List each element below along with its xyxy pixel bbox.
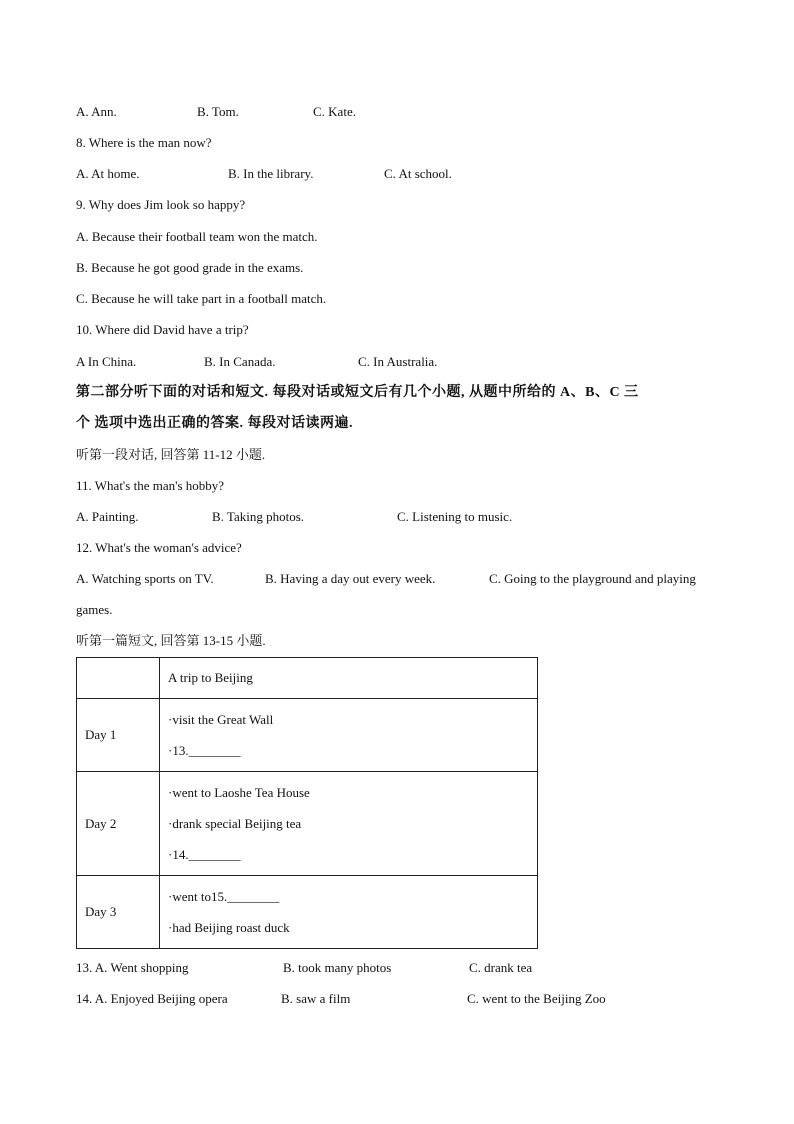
table-corner-cell (77, 658, 160, 699)
day-item: ·visit the Great Wall (168, 711, 274, 727)
q14-option-a: 14. A. Enjoyed Beijing opera (76, 991, 228, 1006)
section2-heading-line2: 个 选项中选出正确的答案. 每段对话读两遍. (76, 416, 353, 431)
day-item: ·went to15.________ (168, 888, 280, 904)
q7-option-b: B. Tom. (197, 104, 239, 119)
q13-option-c: C. drank tea (469, 960, 533, 975)
q12-option-b: B. Having a day out every week. (265, 571, 436, 586)
day-items (160, 699, 538, 772)
q12-option-c-continued: games. (76, 602, 113, 617)
q8-option-a: A. At home. (76, 166, 140, 181)
q11-option-c: C. Listening to music. (397, 509, 513, 524)
table-row (77, 699, 538, 772)
q11-question: 11. What's the man's hobby? (76, 478, 225, 493)
q8-question: 8. Where is the man now? (76, 135, 212, 150)
q13-option-a: 13. A. Went shopping (76, 960, 189, 975)
day-items (160, 772, 538, 876)
table-row (77, 876, 538, 949)
q12-option-a: A. Watching sports on TV. (76, 571, 214, 586)
q10-option-a: A In China. (76, 354, 137, 369)
day-item: ·had Beijing roast duck (168, 919, 290, 935)
q8-option-b: B. In the library. (228, 166, 314, 181)
table-row (77, 772, 538, 876)
q10-question: 10. Where did David have a trip? (76, 322, 249, 337)
section2-heading-line1: 第二部分听下面的对话和短文. 每段对话或短文后有几个小题, 从题中所给的 A、B、C 三 (76, 385, 639, 400)
q9-question: 9. Why does Jim look so happy? (76, 197, 246, 212)
trip-table (76, 657, 538, 949)
q11-option-a: A. Painting. (76, 509, 139, 524)
table-title: A trip to Beijing (168, 670, 253, 685)
q12-question: 12. What's the woman's advice? (76, 540, 242, 555)
q10-option-c: C. In Australia. (358, 354, 438, 369)
instruction-13-15: 听第一篇短文, 回答第 13-15 小题. (76, 633, 266, 648)
q7-option-c: C. Kate. (313, 104, 356, 119)
instruction-11-12: 听第一段对话, 回答第 11-12 小题. (76, 447, 266, 462)
day-label: Day 2 (77, 772, 160, 876)
q9-option-c: C. Because he will take part in a football match. (76, 291, 327, 306)
day-label: Day 3 (77, 876, 160, 949)
q7-option-a: A. Ann. (76, 104, 117, 119)
q9-option-b: B. Because he got good grade in the exams. (76, 260, 304, 275)
q8-option-c: C. At school. (384, 166, 452, 181)
q14-option-c: C. went to the Beijing Zoo (467, 991, 606, 1006)
day-item: ·went to Laoshe Tea House (168, 784, 310, 800)
day-item: ·13.________ (168, 742, 241, 758)
day-label: Day 1 (77, 699, 160, 772)
q14-option-b: B. saw a film (281, 991, 351, 1006)
q13-option-b: B. took many photos (283, 960, 392, 975)
q10-option-b: B. In Canada. (204, 354, 276, 369)
day-item: ·14.________ (168, 846, 241, 862)
day-items (160, 876, 538, 949)
q12-option-c: C. Going to the playground and playing (489, 571, 696, 586)
table-header-row (77, 658, 538, 699)
table-header-cell (160, 658, 538, 699)
q11-option-b: B. Taking photos. (212, 509, 305, 524)
q9-option-a: A. Because their football team won the match. (76, 229, 318, 244)
day-item: ·drank special Beijing tea (168, 815, 302, 831)
